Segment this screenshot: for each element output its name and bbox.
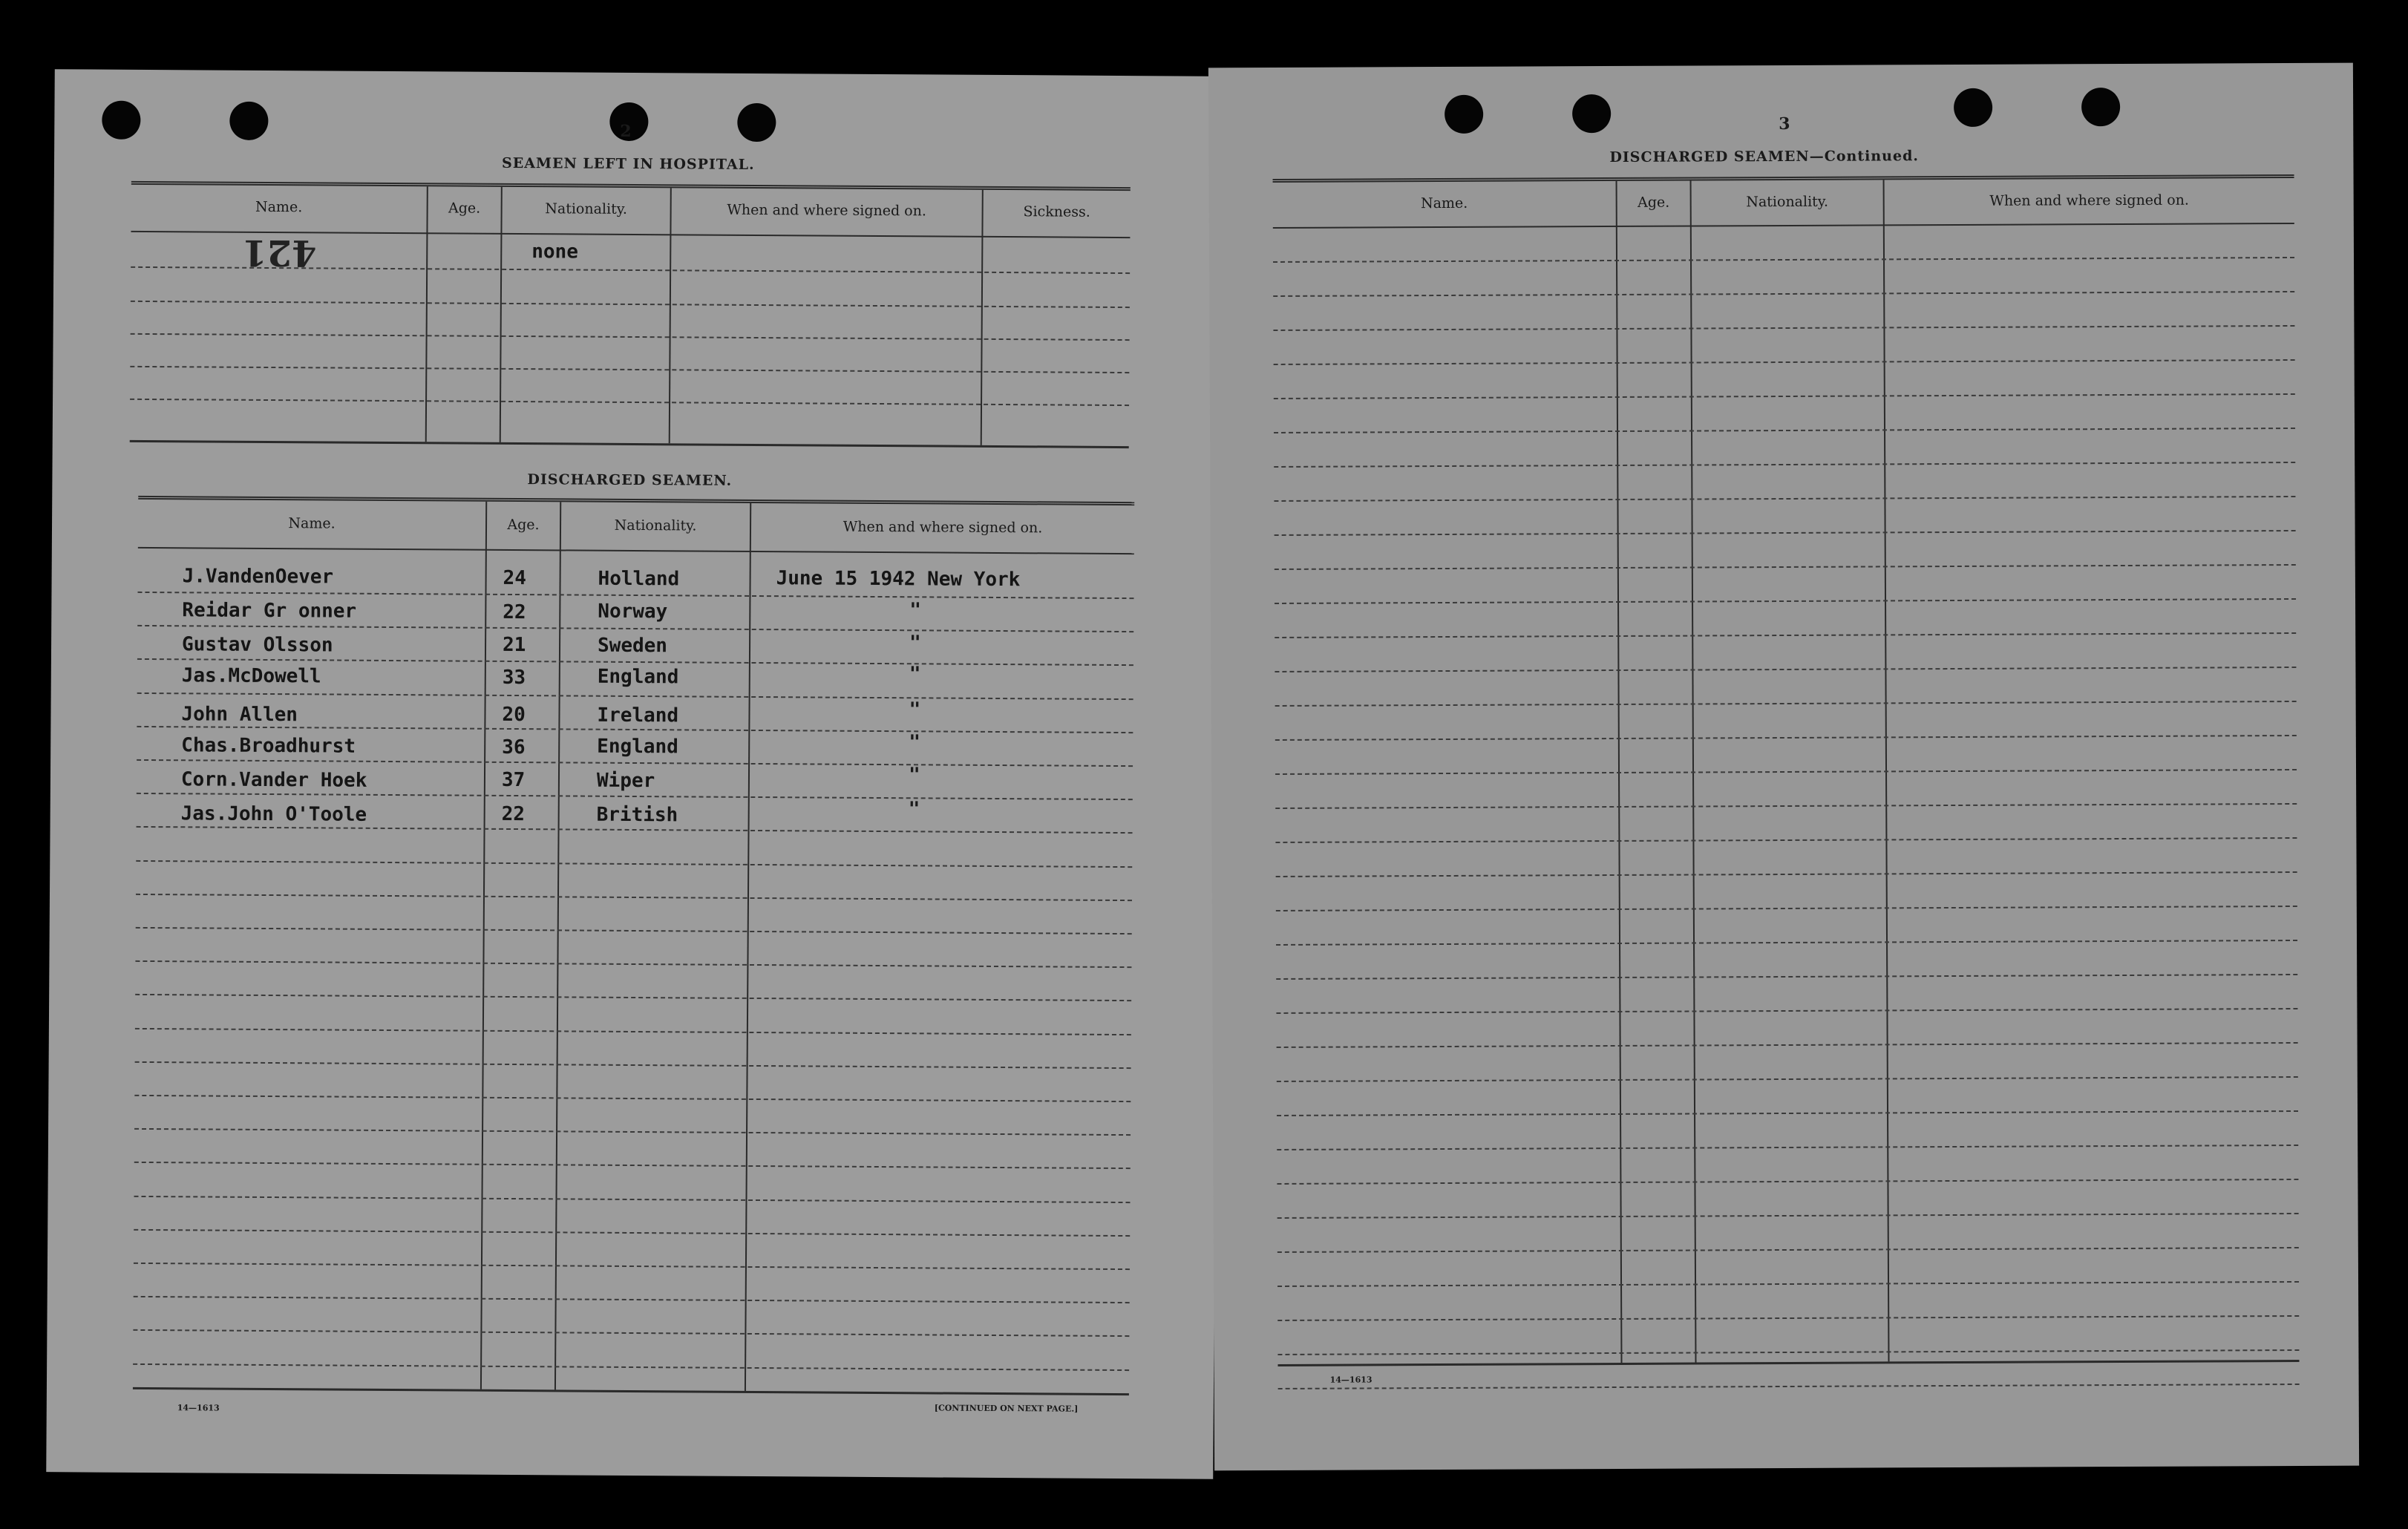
row-line [137, 726, 1133, 733]
row-line [1278, 1384, 2300, 1389]
punch-hole [229, 102, 268, 140]
row-line [1277, 1110, 2298, 1116]
row-line [1276, 906, 2297, 911]
row-line [1275, 632, 2296, 638]
page-number: 2 [620, 121, 632, 141]
row-line [1275, 803, 2297, 809]
col-header-signed-on: When and where signed on. [843, 518, 1043, 537]
row-line [137, 625, 1133, 632]
col-header-age: Age. [448, 200, 481, 217]
seaman-age: 22 [503, 600, 526, 624]
seaman-nationality: Wiper [596, 769, 655, 793]
hospital-entry-none: none [531, 240, 579, 263]
seaman-age: 21 [502, 633, 526, 657]
row-line [131, 301, 1130, 308]
row-line [1275, 564, 2296, 570]
hospital-section-title: SEAMEN LEFT IN HOSPITAL. [501, 154, 755, 173]
row-line [135, 1061, 1131, 1069]
row-line [1277, 1315, 2299, 1321]
col-header-signed-on: When and where signed on. [1989, 191, 2190, 209]
punch-hole [102, 101, 140, 140]
row-line [1275, 530, 2296, 536]
row-line [137, 759, 1133, 767]
row-line [1274, 462, 2295, 468]
seaman-signed-on: June 15 1942 New York [776, 567, 1021, 592]
row-line [135, 1027, 1131, 1035]
form-number: 14—1613 [1329, 1375, 1373, 1385]
continued-table [1273, 174, 2300, 1366]
seaman-name: Jas.John O'Toole [180, 802, 367, 826]
row-line [134, 1296, 1130, 1303]
row-line [1274, 393, 2295, 399]
punch-hole [1954, 88, 1992, 127]
seaman-age: 37 [501, 768, 526, 792]
seaman-age: 36 [502, 736, 526, 759]
row-line [133, 1329, 1129, 1337]
discharged-section-title: DISCHARGED SEAMEN. [527, 471, 733, 489]
row-line [134, 1095, 1131, 1102]
row-line [1274, 359, 2295, 365]
row-line [1275, 667, 2296, 672]
row-line [1273, 325, 2294, 331]
row-line [1276, 1008, 2297, 1014]
row-line [134, 1162, 1131, 1169]
row-line [1273, 257, 2294, 263]
row-line [130, 399, 1129, 406]
seaman-nationality: British [596, 803, 678, 827]
row-line [1277, 1213, 2299, 1219]
seaman-nationality: England [597, 665, 679, 689]
row-line [130, 366, 1129, 373]
ditto-mark: " [909, 632, 921, 655]
row-line [136, 860, 1132, 867]
handwritten-mark: 421 [242, 231, 317, 274]
col-header-name: Name. [1420, 194, 1468, 212]
left-page [46, 69, 1222, 1479]
ditto-mark: " [909, 663, 921, 686]
row-line [137, 826, 1133, 834]
seaman-nationality: Ireland [597, 704, 679, 727]
hospital-table [130, 181, 1131, 448]
seaman-name: John Allen [181, 703, 298, 727]
row-line [1277, 1281, 2299, 1287]
row-line [1274, 496, 2295, 502]
row-line [131, 333, 1130, 341]
seaman-nationality: Sweden [597, 634, 668, 658]
row-line [137, 693, 1133, 700]
column-divider [480, 502, 487, 1389]
seaman-nationality: Holland [598, 567, 680, 591]
row-line [1276, 871, 2297, 877]
col-header-name: Name. [255, 198, 303, 216]
seaman-age: 22 [501, 802, 526, 826]
row-line [1275, 598, 2296, 604]
seaman-name: Reidar Gr onner [182, 599, 357, 623]
row-line [1277, 1076, 2298, 1082]
seaman-nationality: England [597, 735, 678, 759]
column-divider [554, 502, 561, 1389]
form-number: 14—1613 [177, 1403, 220, 1413]
row-line [134, 1195, 1131, 1202]
punch-hole [1445, 95, 1483, 134]
col-header-age: Age. [507, 516, 540, 534]
row-line [1275, 837, 2297, 843]
ditto-mark: " [909, 698, 921, 721]
row-line [1277, 1349, 2299, 1355]
col-header-nationality: Nationality. [1746, 193, 1829, 211]
seaman-name: Corn.Vander Hoek [180, 768, 367, 792]
ditto-mark: " [909, 731, 921, 754]
col-header-age: Age. [1637, 194, 1670, 211]
row-line [1277, 1145, 2298, 1150]
col-header-name: Name. [288, 515, 336, 532]
col-header-signed-on: When and where signed on. [727, 201, 926, 220]
seaman-age: 33 [502, 666, 526, 690]
punch-hole [2081, 88, 2120, 126]
row-line [1275, 769, 2297, 775]
seaman-name: Jas.McDowell [181, 664, 321, 688]
row-line [135, 994, 1131, 1001]
row-line [1277, 1042, 2298, 1048]
row-line [1276, 940, 2297, 946]
discharged-table [133, 496, 1134, 1395]
row-line [1273, 291, 2294, 297]
column-divider [745, 503, 751, 1391]
continued-section-title: DISCHARGED SEAMEN—Continued. [1609, 148, 1920, 166]
page-number: 3 [1779, 114, 1790, 134]
seaman-age: 24 [503, 566, 527, 590]
seaman-name: Chas.Broadhurst [181, 734, 356, 758]
right-page [1208, 63, 2359, 1471]
row-line [1277, 1247, 2299, 1253]
row-line [134, 1128, 1131, 1136]
row-line [135, 960, 1131, 968]
punch-hole [737, 103, 776, 142]
row-line [137, 793, 1133, 800]
seaman-age: 20 [502, 703, 526, 727]
seaman-name: J.VandenOever [182, 565, 334, 589]
row-line [1277, 1179, 2298, 1185]
seaman-name: Gustav Olsson [181, 633, 333, 657]
ditto-mark: " [909, 599, 922, 622]
ditto-mark: " [908, 798, 920, 821]
row-line [133, 1363, 1129, 1370]
col-header-nationality: Nationality. [545, 200, 628, 217]
row-line [1274, 428, 2295, 433]
continued-note: [CONTINUED ON NEXT PAGE.] [934, 1403, 1079, 1414]
seaman-nationality: Norway [598, 600, 668, 623]
punch-hole [1572, 94, 1611, 133]
row-line [134, 1229, 1130, 1237]
row-line [137, 592, 1133, 599]
row-line [136, 927, 1132, 934]
row-line [1276, 974, 2297, 980]
row-line [1275, 701, 2297, 707]
col-header-nationality: Nationality. [614, 517, 697, 534]
ditto-mark: " [908, 764, 920, 787]
col-header-sickness: Sickness. [1023, 203, 1090, 220]
row-line [1275, 735, 2297, 741]
row-line [136, 894, 1132, 901]
row-line [134, 1263, 1130, 1270]
